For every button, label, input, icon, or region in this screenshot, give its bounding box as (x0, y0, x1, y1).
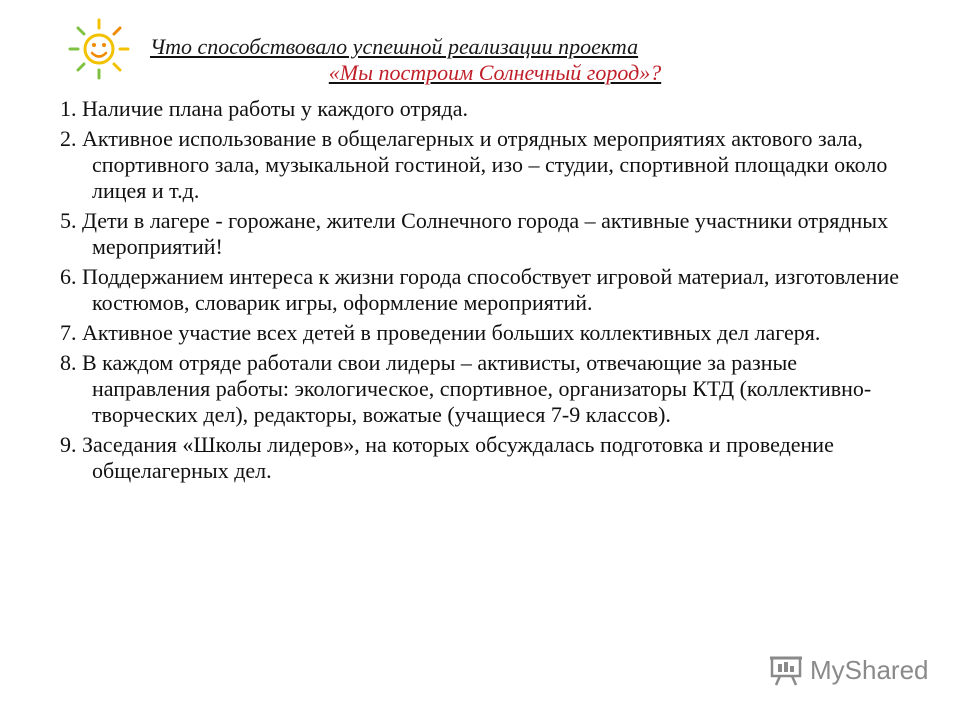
watermark-text: MyShared (810, 654, 929, 685)
list-item: 1. Наличие плана работы у каждого отряда. (60, 96, 468, 121)
watermark (768, 652, 929, 688)
slide-title (150, 34, 810, 86)
title-line-1: Что способствовало успешной реализации проекта (150, 34, 639, 59)
points-list (60, 96, 920, 488)
list-item: 8. В каждом отряде работали свои лидеры – активисты, отвечающие за разные направления работы: экологическое, спортивное, организаторы КТД (коллективно-творческих дел), редакторы, вожатые (учащиеся 7-9 классов). (60, 350, 872, 427)
list-item: 5. Дети в лагере - горожане, жители Солнечного города – активные участники отрядных мероприятий! (60, 208, 889, 259)
list-item: 2. Активное использование в общелагерных и отрядных мероприятиях актового зала, спортивного зала, музыкальной гостиной, изо – студии, спортивной площадки около лицея и т.д. (60, 126, 888, 203)
title-line-2: «Мы построим Солнечный город»? (328, 60, 662, 85)
list-item: 6. Поддержанием интереса к жизни города способствует игровой материал, изготовление костюмов, словарик игры, оформление мероприятий. (60, 264, 899, 315)
smiling-sun-icon (66, 16, 132, 82)
presentation-board-icon (768, 652, 804, 688)
list-item: 9. Заседания «Школы лидеров», на которых обсуждалась подготовка и проведение общелагерных дел. (60, 432, 834, 483)
list-item: 7. Активное участие всех детей в проведении больших коллективных дел лагеря. (60, 320, 821, 345)
